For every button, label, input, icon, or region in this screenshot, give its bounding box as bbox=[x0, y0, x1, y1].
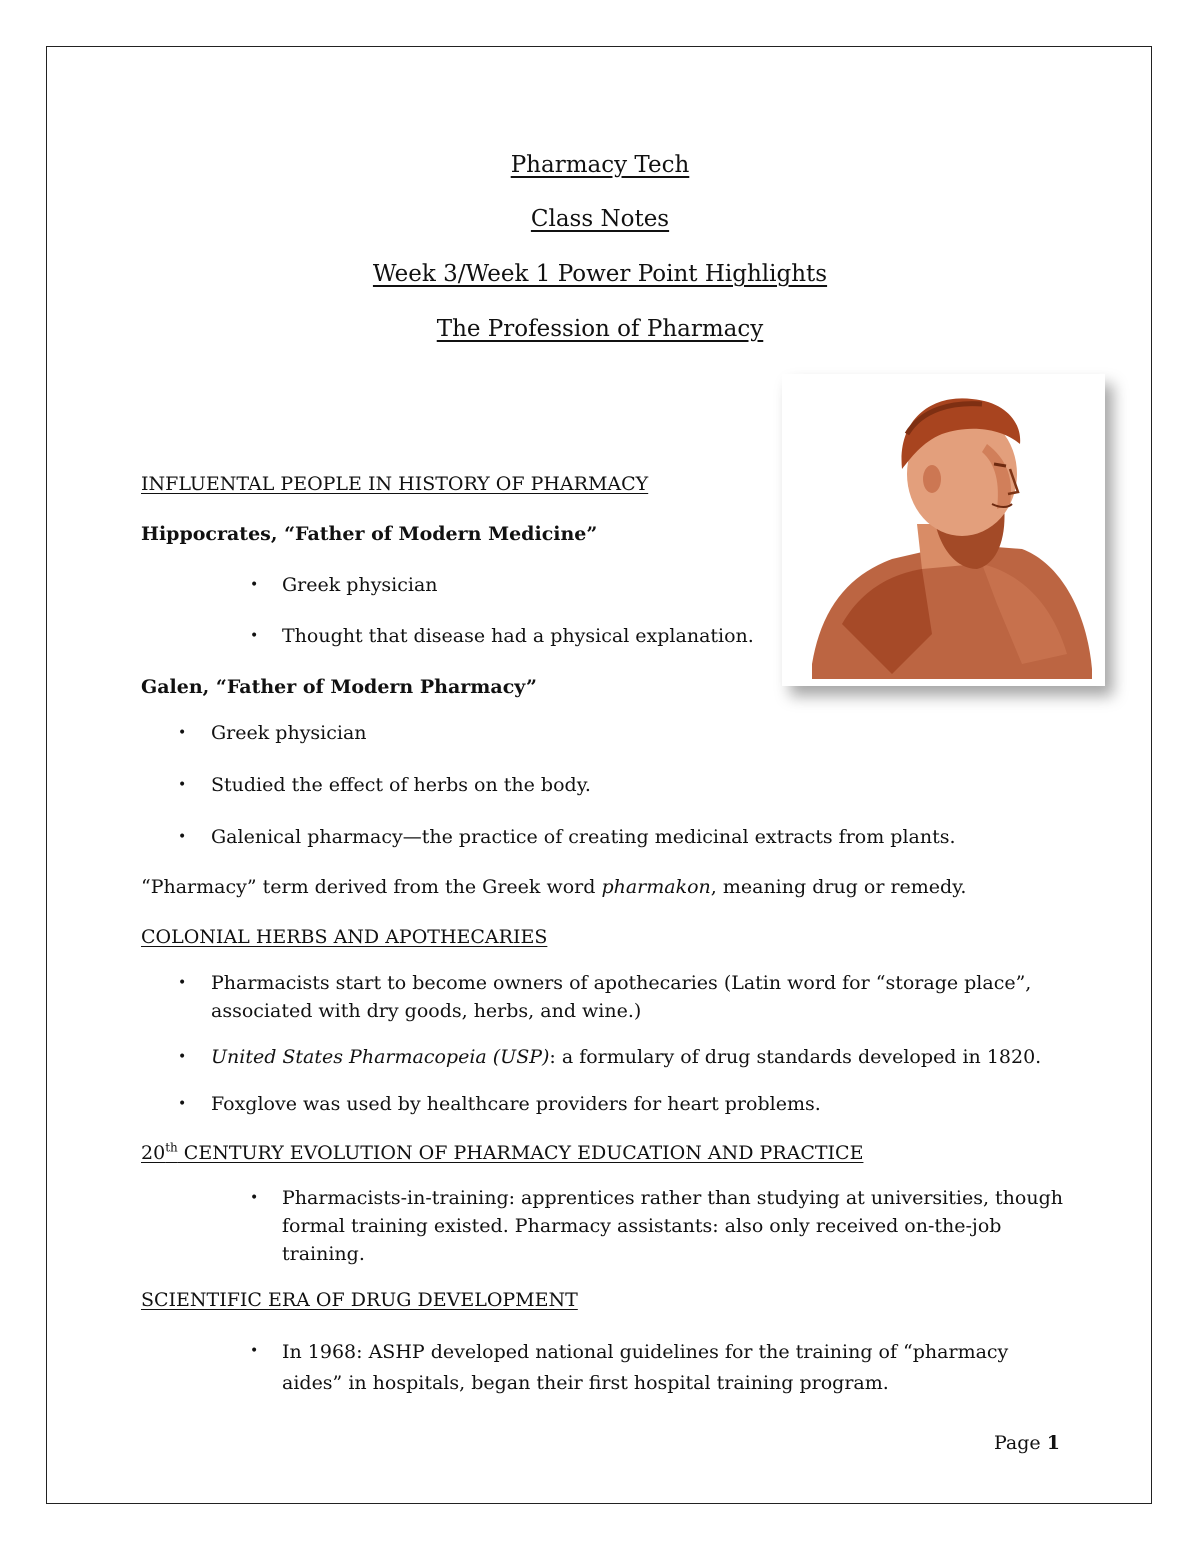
bullet-icon: • bbox=[250, 577, 259, 593]
galen-portrait-image bbox=[782, 374, 1105, 686]
page-number: Page 1 bbox=[994, 1432, 1060, 1454]
section-heading-scientific: SCIENTIFIC ERA OF DRUG DEVELOPMENT bbox=[141, 1289, 578, 1311]
bullet-icon: • bbox=[178, 975, 187, 991]
bullet-icon: • bbox=[178, 725, 187, 741]
hippocrates-heading: Hippocrates, “Father of Modern Medicine” bbox=[141, 523, 598, 545]
bullet-icon: • bbox=[250, 1343, 259, 1359]
section-heading-century: 20th CENTURY EVOLUTION OF PHARMACY EDUCATION AND PRACTICE bbox=[141, 1140, 864, 1164]
bullet-icon: • bbox=[178, 1096, 187, 1112]
portrait-drawing bbox=[782, 374, 1105, 686]
pharmacy-term-note: “Pharmacy” term derived from the Greek word pharmakon, meaning drug or remedy. bbox=[141, 876, 967, 898]
doc-week-line: Week 3/Week 1 Power Point Highlights bbox=[372, 261, 828, 287]
bullet-icon: • bbox=[178, 777, 187, 793]
section-heading-influential: INFLUENTAL PEOPLE IN HISTORY OF PHARMACY bbox=[141, 473, 649, 495]
bullet-icon: • bbox=[250, 628, 259, 644]
bullet-icon: • bbox=[178, 829, 187, 845]
section-heading-colonial: COLONIAL HERBS AND APOTHECARIES bbox=[141, 926, 548, 948]
doc-topic-line: The Profession of Pharmacy bbox=[436, 316, 764, 342]
bullet-icon: • bbox=[178, 1049, 187, 1065]
bullet-icon: • bbox=[250, 1190, 259, 1206]
galen-heading: Galen, “Father of Modern Pharmacy” bbox=[141, 676, 537, 698]
doc-title: Pharmacy Tech bbox=[510, 152, 690, 178]
doc-subtitle: Class Notes bbox=[530, 206, 670, 232]
